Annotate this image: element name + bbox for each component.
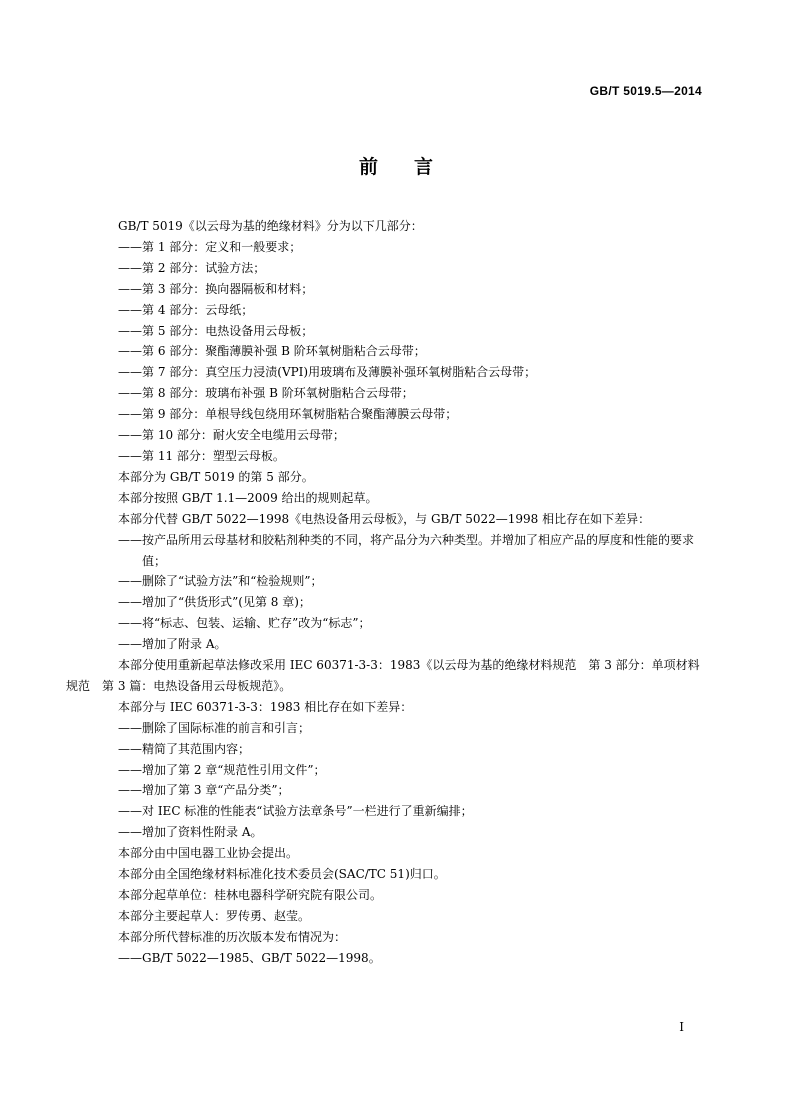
list-item: ——GB/T 5022—1985、GB/T 5022—1998。: [118, 950, 381, 965]
drafting-rules-paragraph: 本部分按照 GB/T 1.1—2009 给出的规则起草。: [118, 490, 378, 505]
part-of-paragraph: 本部分为 GB/T 5019 的第 5 部分。: [118, 469, 314, 484]
list-item: ——精简了其范围内容；: [118, 741, 251, 756]
list-item: ——第 2 部分：试验方法；: [118, 260, 266, 275]
page-title: 前言: [358, 156, 469, 178]
standard-code: GB/T 5019.5—2014: [589, 84, 702, 98]
list-item: ——删除了国际标准的前言和引言；: [118, 720, 311, 735]
history-paragraph: 本部分所代替标准的历次版本发布情况为：: [118, 929, 347, 944]
iec-adoption-paragraph: 本部分使用重新起草法修改采用 IEC 60371-3-3：1983《以云母为基的绝缘材料规范 第 3 部分：单项材料规范 第 3 篇：电热设备用云母板规范》。: [66, 658, 700, 693]
list-item: ——按产品所用云母基材和胶粘剂种类的不同，将产品分为六种类型。并增加了相应产品的厚度和性能的要求值；: [118, 532, 695, 568]
list-item: ——第 5 部分：电热设备用云母板；: [118, 323, 314, 338]
page-number: I: [679, 1020, 684, 1034]
proposed-by-paragraph: 本部分由中国电器工业协会提出。: [118, 846, 299, 861]
iec-diff-paragraph: 本部分与 IEC 60371-3-3：1983 相比存在如下差异：: [118, 699, 413, 714]
foreword-body: [66, 216, 704, 969]
list-item: ——第 8 部分：玻璃布补强 B 阶环氧树脂粘合云母带；: [118, 386, 414, 401]
list-item: ——增加了附录 A。: [118, 637, 227, 652]
centralized-by-paragraph: 本部分由全国绝缘材料标准化技术委员会(SAC/TC 51)归口。: [118, 867, 446, 882]
drafters-paragraph: 本部分主要起草人：罗传勇、赵莹。: [118, 908, 311, 923]
list-item: ——第 3 部分：换向器隔板和材料；: [118, 281, 314, 296]
list-item: ——对 IEC 标准的性能表“试验方法章条号”一栏进行了重新编排；: [118, 804, 473, 819]
replaces-paragraph: 本部分代替 GB/T 5022—1998《电热设备用云母板》，与 GB/T 5022—1998 相比存在如下差异：: [118, 511, 651, 526]
list-item: ——删除了“试验方法”和“检验规则”；: [118, 574, 323, 589]
list-item: ——将“标志、包装、运输、贮存”改为“标志”；: [118, 616, 371, 631]
drafting-unit-paragraph: 本部分起草单位：桂林电器科学研究院有限公司。: [118, 888, 383, 902]
list-item: ——第 1 部分：定义和一般要求；: [118, 239, 302, 254]
list-item: ——第 11 部分：塑型云母板。: [118, 448, 285, 463]
list-item: ——第 4 部分：云母纸；: [118, 302, 254, 317]
list-item: ——第 7 部分：真空压力浸渍(VPI)用玻璃布及薄膜补强环氧树脂粘合云母带；: [118, 365, 537, 380]
list-item: ——增加了第 2 章“规范性引用文件”；: [118, 762, 326, 777]
list-item: ——增加了“供货形式”(见第 8 章)；: [118, 595, 311, 610]
list-item: ——增加了第 3 章“产品分类”；: [118, 783, 290, 798]
list-item: ——增加了资料性附录 A。: [118, 825, 263, 840]
list-item: ——第 9 部分：单根导线包绕用环氧树脂粘合聚酯薄膜云母带；: [118, 407, 458, 422]
list-item: ——第 10 部分：耐火安全电缆用云母带；: [118, 428, 345, 443]
list-item: ——第 6 部分：聚酯薄膜补强 B 阶环氧树脂粘合云母带；: [118, 344, 426, 359]
intro-paragraph: GB/T 5019《以云母为基的绝缘材料》分为以下几部分：: [118, 219, 423, 233]
